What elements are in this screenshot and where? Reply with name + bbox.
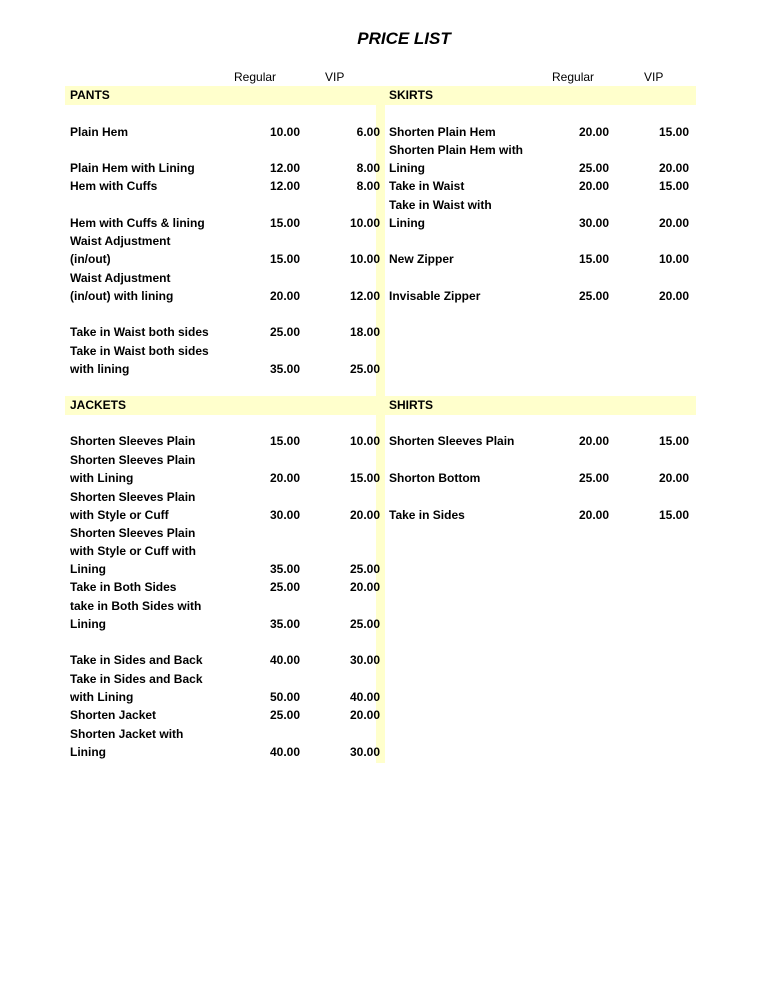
vip-price: 18.00 [349, 325, 380, 339]
item-name: Lining [70, 562, 106, 576]
pants-item-row [70, 270, 386, 305]
shirts-item-row [389, 506, 705, 524]
shirts-item-row [389, 432, 705, 450]
skirts-item-row [389, 142, 705, 177]
vip-price: 40.00 [349, 690, 380, 704]
item-name: Take in Sides and Back [70, 671, 203, 686]
header-regular-left: Regular [234, 70, 277, 84]
item-name: Lining [70, 745, 106, 759]
regular-price: 20.00 [269, 289, 300, 303]
regular-price: 10.00 [269, 125, 300, 139]
section-band-top [65, 86, 696, 105]
section-label-shirts: SHIRTS [389, 398, 434, 412]
vip-price: 15.00 [658, 179, 689, 193]
regular-price: 25.00 [578, 289, 609, 303]
item-name: Plain Hem with Lining [70, 161, 195, 175]
regular-price: 20.00 [578, 434, 609, 448]
jackets-item-row [70, 671, 386, 706]
regular-price: 35.00 [269, 562, 300, 576]
regular-price: 30.00 [578, 216, 609, 230]
skirts-item-row [389, 250, 705, 268]
vip-price: 20.00 [349, 508, 380, 522]
vip-price: 20.00 [658, 161, 689, 175]
regular-price: 15.00 [269, 434, 300, 448]
vip-price: 12.00 [349, 289, 380, 303]
regular-price: 25.00 [578, 161, 609, 175]
skirts-item-row [389, 123, 705, 141]
vip-price: 10.00 [349, 252, 380, 266]
item-name: Shorten Jacket [70, 708, 157, 722]
pants-item-row [70, 214, 386, 232]
regular-price: 25.00 [269, 580, 300, 594]
item-name: Take in Waist both sides [70, 343, 209, 358]
regular-price: 15.00 [269, 252, 300, 266]
item-name: Shorten Jacket with [70, 726, 184, 741]
item-name: Waist Adjustment [70, 233, 171, 248]
jackets-item-row [70, 598, 386, 633]
regular-price: 40.00 [269, 653, 300, 667]
vip-price: 25.00 [349, 362, 380, 376]
pants-item-row [70, 343, 386, 378]
jackets-item-row [70, 489, 386, 524]
pants-item-row [70, 123, 386, 141]
regular-price: 12.00 [269, 161, 300, 175]
regular-price: 20.00 [269, 471, 300, 485]
regular-price: 25.00 [269, 708, 300, 722]
item-name: Shorten Sleeves Plain [389, 434, 515, 448]
regular-price: 20.00 [578, 179, 609, 193]
vip-price: 15.00 [658, 508, 689, 522]
shirts-item-row [389, 469, 705, 487]
regular-price: 15.00 [578, 252, 609, 266]
page-title: PRICE LIST [357, 29, 451, 48]
item-name: New Zipper [389, 252, 454, 266]
regular-price: 35.00 [269, 362, 300, 376]
jackets-item-row [70, 525, 386, 578]
pants-item-row [70, 233, 386, 268]
jackets-item-row [70, 706, 386, 724]
skirts-item-row [389, 177, 705, 195]
item-name: Take in Waist both sides [70, 325, 209, 339]
item-name: Shorten Sleeves Plain [70, 452, 196, 467]
regular-price: 40.00 [269, 745, 300, 759]
item-name: Lining [389, 161, 425, 175]
item-name: Lining [70, 617, 106, 631]
vip-price: 15.00 [658, 434, 689, 448]
item-name: Shorten Sleeves Plain [70, 489, 196, 504]
item-name: (in/out) with lining [70, 289, 174, 303]
regular-price: 30.00 [269, 508, 300, 522]
vip-price: 25.00 [349, 617, 380, 631]
item-name: Invisable Zipper [389, 289, 481, 303]
vip-price: 20.00 [658, 471, 689, 485]
pants-item-row [70, 323, 386, 341]
pants-item-row [70, 177, 386, 195]
vip-price: 8.00 [356, 179, 380, 193]
item-name: Shorten Sleeves Plain [70, 525, 196, 540]
vip-price: 30.00 [349, 653, 380, 667]
jackets-item-row [70, 432, 386, 450]
header-regular-right: Regular [552, 70, 595, 84]
header-vip-right: VIP [644, 70, 664, 84]
skirts-item-row [389, 197, 705, 232]
item-name: Lining [389, 216, 425, 230]
item-name: Take in Waist [389, 179, 465, 193]
item-name: Shorten Plain Hem with [389, 142, 524, 157]
item-name: with lining [70, 362, 130, 376]
vip-price: 30.00 [349, 745, 380, 759]
item-name: Shorten Plain Hem [389, 125, 496, 139]
jackets-item-row [70, 651, 386, 669]
vip-price: 10.00 [349, 434, 380, 448]
regular-price: 20.00 [578, 125, 609, 139]
item-name: with Style or Cuff [70, 508, 169, 522]
item-name: Shorten Sleeves Plain [70, 434, 196, 448]
regular-price: 50.00 [269, 690, 300, 704]
vip-price: 6.00 [356, 125, 380, 139]
section-band-middle [65, 396, 696, 415]
item-name: Waist Adjustment [70, 270, 171, 285]
item-name: with Style or Cuff with [70, 543, 196, 558]
vip-price: 20.00 [349, 708, 380, 722]
item-name: with Lining [70, 471, 134, 485]
vip-price: 10.00 [658, 252, 689, 266]
jackets-item-row [70, 726, 386, 761]
regular-price: 12.00 [269, 179, 300, 193]
vip-price: 20.00 [658, 216, 689, 230]
pants-item-row [70, 159, 386, 177]
item-name: (in/out) [70, 252, 111, 266]
item-name: with Lining [70, 690, 134, 704]
vip-price: 20.00 [658, 289, 689, 303]
vip-price: 15.00 [658, 125, 689, 139]
regular-price: 15.00 [269, 216, 300, 230]
vip-price: 20.00 [349, 580, 380, 594]
jackets-item-row [70, 578, 386, 596]
item-name: Take in Both Sides [70, 580, 177, 594]
section-label-pants: PANTS [70, 88, 110, 102]
item-name: Take in Waist with [389, 197, 492, 212]
item-name: Hem with Cuffs & lining [70, 216, 205, 230]
vip-price: 10.00 [349, 216, 380, 230]
regular-price: 35.00 [269, 617, 300, 631]
jackets-item-row [70, 452, 386, 487]
section-label-jackets: JACKETS [70, 398, 127, 412]
item-name: Shorton Bottom [389, 471, 481, 485]
item-name: Take in Sides [389, 508, 465, 522]
vip-price: 15.00 [349, 471, 380, 485]
vip-price: 8.00 [356, 161, 380, 175]
section-label-skirts: SKIRTS [389, 88, 434, 102]
regular-price: 25.00 [269, 325, 300, 339]
skirts-item-row [389, 287, 705, 305]
item-name: take in Both Sides with [70, 598, 202, 613]
vip-price: 25.00 [349, 562, 380, 576]
item-name: Plain Hem [70, 125, 129, 139]
item-name: Take in Sides and Back [70, 653, 203, 667]
header-vip-left: VIP [325, 70, 345, 84]
regular-price: 20.00 [578, 508, 609, 522]
regular-price: 25.00 [578, 471, 609, 485]
item-name: Hem with Cuffs [70, 179, 158, 193]
